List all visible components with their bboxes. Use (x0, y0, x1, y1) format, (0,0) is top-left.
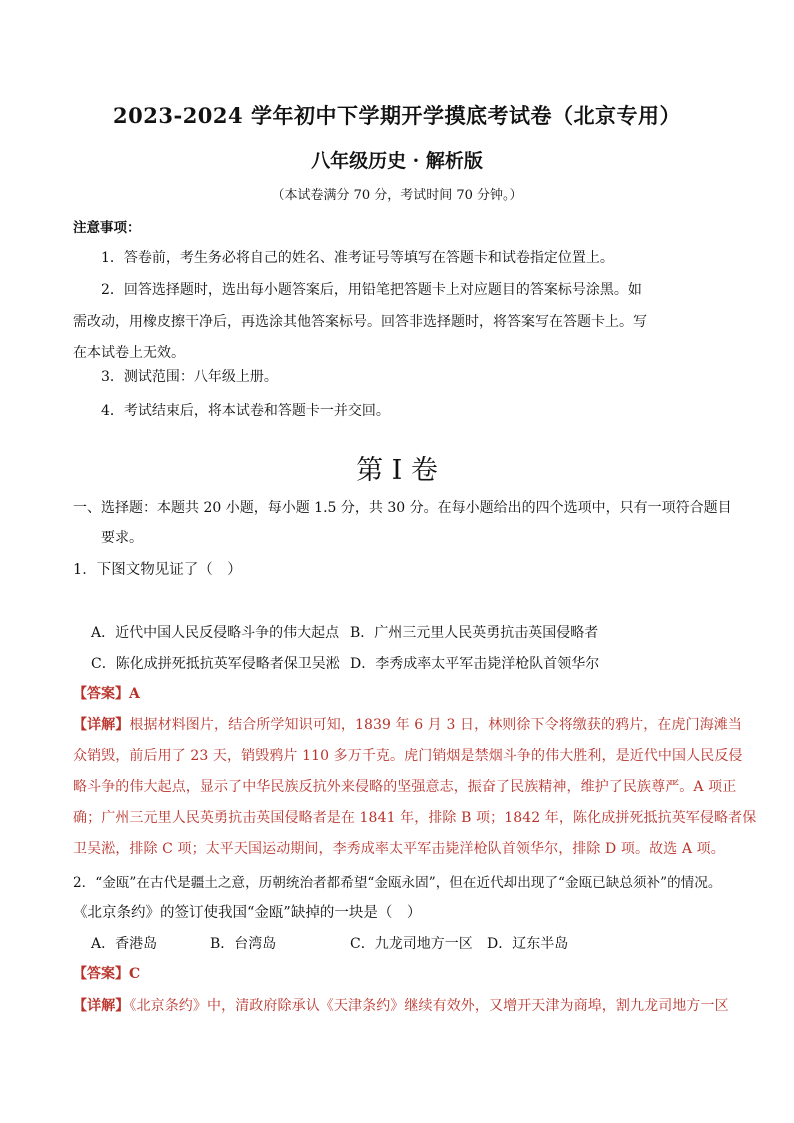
note-line: 需改动，用橡皮擦干净后，再选涂其他答案标号。回答非选择题时，将答案写在答题卡上。写 (73, 314, 647, 330)
notes-heading: 注意事项： (73, 220, 141, 236)
exam-title: 2023-2024 学年初中下学期开学摸底考试卷（北京专用） (113, 103, 681, 128)
detail-label: 【详解】 (73, 998, 130, 1014)
q1-detail-line (73, 714, 742, 734)
q2-option-d: D．辽东半岛 (487, 936, 569, 952)
q1-detail-line: 确；广州三元里人民英勇抗击英国侵略者是在 1841 年，排除 B 项；1842 年，陈化成拼死抵抗英军侵略者保 (73, 810, 757, 826)
question-1-stem: 1．下图文物见证了（ ） (73, 562, 242, 578)
answer-value: C (129, 966, 141, 982)
answer-label: 【答案】 (73, 686, 129, 702)
question-2-stem-cont: 《北京条约》的签订使我国“金瓯”缺掉的一块是（ ） (73, 905, 422, 921)
q2-detail-line (73, 995, 729, 1015)
section-instruction: 一、选择题：本题共 20 小题，每小题 1.5 分，共 30 分。在每小题给出的四个选项中，只有一项符合题目 (73, 500, 732, 516)
section-instruction-cont: 要求。 (101, 530, 143, 546)
q2-answer-row (73, 963, 140, 983)
detail-text: 《北京条约》中，清政府除承认《天津条约》继续有效外，又增开天津为商埠，割九龙司地方一区 (129, 998, 729, 1014)
detail-label: 【详解】 (73, 717, 130, 733)
answer-value: A (129, 686, 140, 702)
q1-detail-line: 略斗争的伟大起点，显示了中华民族反抗外来侵略的坚强意志，振奋了民族精神，维护了民族尊严。A 项正 (73, 779, 737, 795)
q1-option-b: B．广州三元里人民英勇抗击英国侵略者 (350, 625, 599, 641)
question-2-stem: 2．“金瓯”在古代是疆土之意，历朝统治者都希望“金瓯永固”，但在近代却出现了“金瓯已缺总须补”的情况。 (73, 875, 722, 891)
detail-text: 根据材料图片，结合所学知识可知，1839 年 6 月 3 日，林则徐下令将缴获的鸦片，在虎门海滩当 (129, 717, 742, 733)
q1-option-c: C．陈化成拼死抵抗英军侵略者保卫吴淞 (91, 656, 340, 672)
q1-option-a: A．近代中国人民反侵略斗争的伟大起点 (91, 625, 340, 641)
score-info: （本试卷满分 70 分，考试时间 70 分钟。） (271, 188, 523, 203)
q1-detail-line: 卫吴淞，排除 C 项；太平天国运动期间，李秀成率太平军击毙洋枪队首领华尔，排除 D 项。故选 A 项。 (73, 841, 725, 857)
q1-detail-line: 众销毁，前后用了 23 天，销毁鸦片 110 多万千克。虎门销烟是禁烟斗争的伟大胜利，是近代中国人民反侵 (73, 748, 743, 764)
section-title: 第 I 卷 (356, 455, 438, 486)
q2-option-a: A．香港岛 (91, 936, 158, 952)
q1-answer-row (73, 683, 140, 703)
exam-subtitle: 八年级历史 · 解析版 (311, 150, 483, 172)
q2-option-b: B．台湾岛 (210, 936, 277, 952)
note-line: 1．答卷前，考生务必将自己的姓名、准考证号等填写在答题卡和试卷指定位置上。 (101, 250, 614, 266)
note-line: 3．测试范围：八年级上册。 (101, 369, 278, 385)
q1-option-d: D．李秀成率太平军击毙洋枪队首领华尔 (350, 656, 600, 672)
note-line: 在本试卷上无效。 (73, 345, 185, 361)
q2-option-c: C．九龙司地方一区 (350, 936, 473, 952)
note-line: 2．回答选择题时，选出每小题答案后，用铅笔把答题卡上对应题目的答案标号涂黑。如 (101, 282, 642, 298)
note-line: 4．考试结束后，将本试卷和答题卡一并交回。 (101, 403, 390, 419)
answer-label: 【答案】 (73, 966, 129, 982)
